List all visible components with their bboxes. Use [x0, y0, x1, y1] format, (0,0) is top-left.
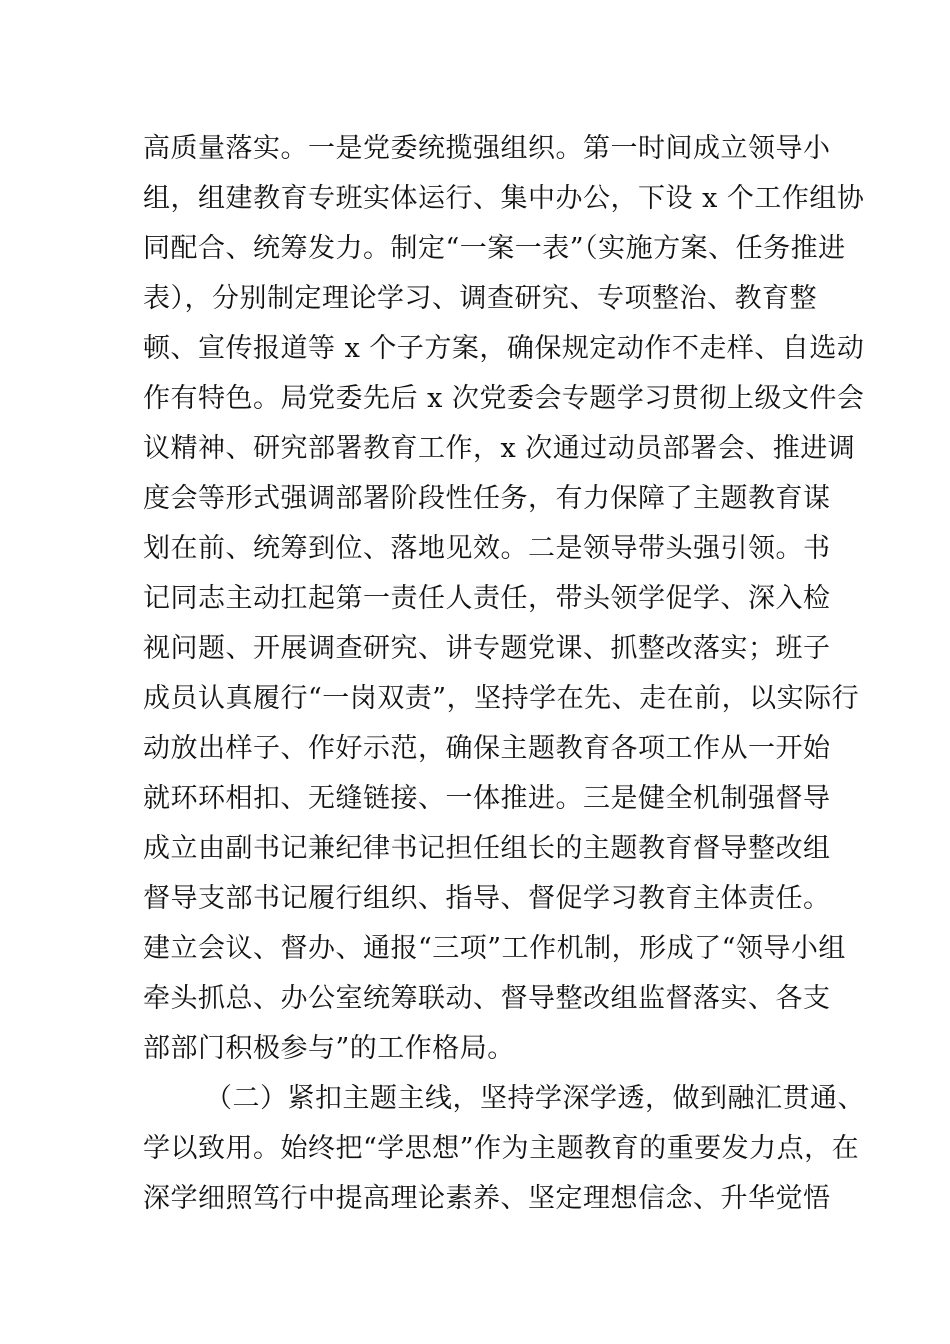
text-line: 表），分别制定理论学习、调查研究、专项整治、教育整: [143, 283, 817, 314]
text-line: 度会等形式强调部署阶段性任务，有力保障了主题教育谋: [143, 483, 831, 514]
text-line: 成立由副书记兼纪律书记担任组长的主题教育督导整改组: [143, 833, 831, 864]
text-line: 作有特色。局党委先后 x 次党委会专题学习贯彻上级文件会: [143, 383, 865, 414]
text-line: 高质量落实。一是党委统揽强组织。第一时间成立领导小: [143, 133, 831, 164]
text-line: 组，组建教育专班实体运行、集中办公，下设 x 个工作组协: [143, 183, 865, 214]
text-line: 部部门积极参与”的工作格局。: [143, 1033, 515, 1064]
text-line: 顿、宣传报道等 x 个子方案，确保规定动作不走样、自选动: [143, 333, 865, 364]
text-line: 视问题、开展调查研究、讲专题党课、抓整改落实；班子: [143, 633, 831, 664]
text-line: 议精神、研究部署教育工作，x 次通过动员部署会、推进调: [143, 433, 856, 464]
section-heading-line: （二）紧扣主题主线，坚持学深学透，做到融汇贯通、: [205, 1083, 865, 1114]
text-line: 记同志主动扛起第一责任人责任，带头领学促学、深入检: [143, 583, 831, 614]
text-line: 学以致用。始终把“学思想”作为主题教育的重要发力点，在: [143, 1133, 860, 1164]
text-line: 划在前、统筹到位、落地见效。二是领导带头强引领。书: [143, 533, 831, 564]
body-text: [143, 124, 865, 1224]
text-line: 建立会议、督办、通报“三项”工作机制，形成了“领导小组: [143, 933, 846, 964]
text-line: 督导支部书记履行组织、指导、督促学习教育主体责任。: [143, 883, 831, 914]
text-line: 同配合、统筹发力。制定“一案一表”（实施方案、任务推进: [143, 233, 846, 264]
text-line: 成员认真履行“一岗双责”，坚持学在先、走在前，以实际行: [143, 683, 860, 714]
text-line: 牵头抓总、办公室统筹联动、督导整改组监督落实、各支: [143, 983, 831, 1014]
text-line: 就环环相扣、无缝链接、一体推进。三是健全机制强督导: [143, 783, 831, 814]
text-line: 深学细照笃行中提高理论素养、坚定理想信念、升华觉悟: [143, 1183, 831, 1214]
text-line: 动放出样子、作好示范，确保主题教育各项工作从一开始: [143, 733, 831, 764]
